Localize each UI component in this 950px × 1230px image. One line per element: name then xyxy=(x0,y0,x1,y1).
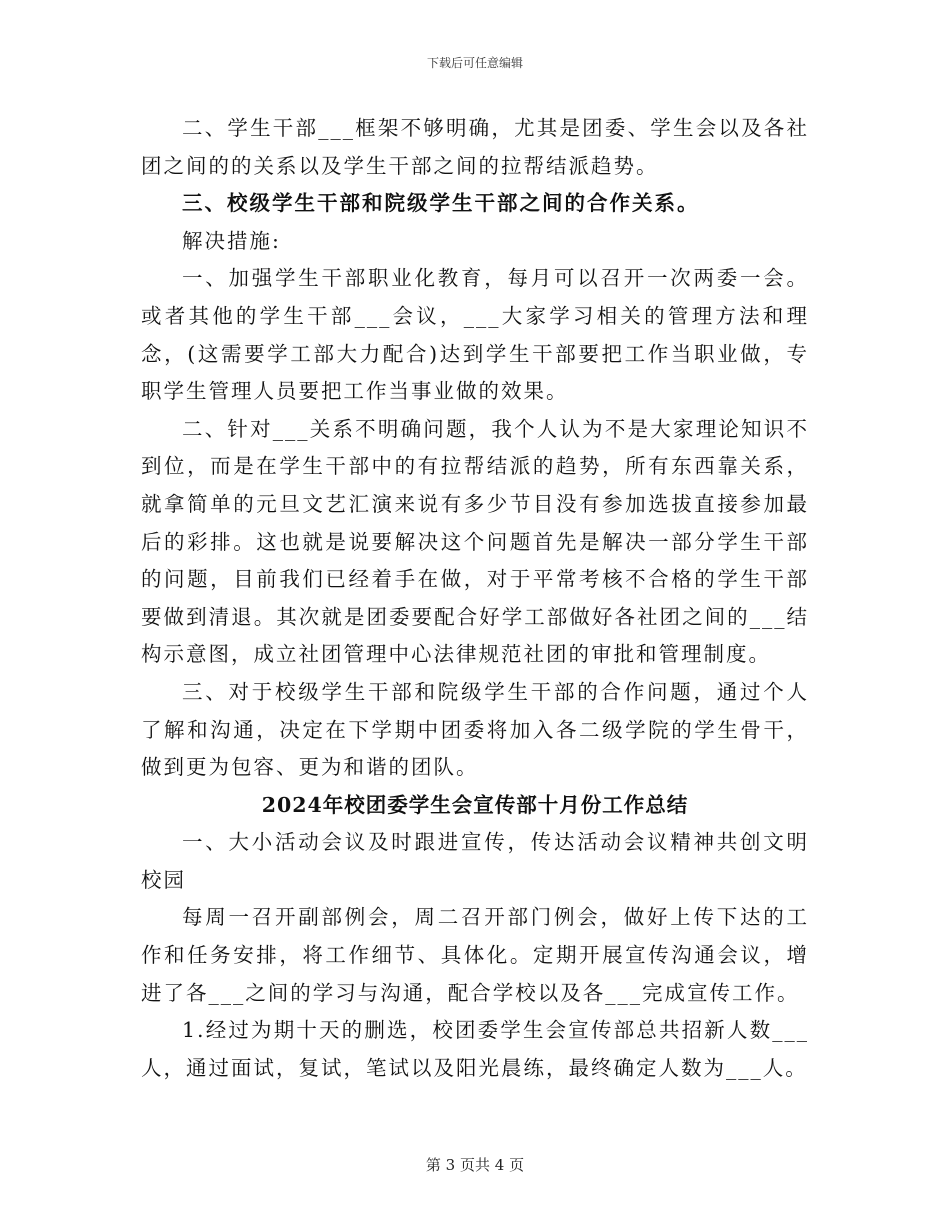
paragraph-solution-one: 一、加强学生干部职业化教育，每月可以召开一次两委一会。或者其他的学生干部___会议，___大家学习相关的管理方法和理念，(这需要学工部大力配合)达到学生干部要把工作当职业做，专职学生管理人员要把工作当事业做的效果。 xyxy=(141,266,809,404)
header-note: 下载后可任意编辑 xyxy=(426,56,523,70)
paragraph-section-two: 每周一召开副部例会，周二召开部门例会，做好上传下达的工作和任务安排，将工作细节、具体化。定期开展宣传沟通会议，增进了各___之间的学习与沟通，配合学校以及各___完成宣传工作。 xyxy=(141,905,809,1005)
page-footer: 第 3 页共 4 页 xyxy=(425,1156,525,1174)
document-body xyxy=(141,110,809,1087)
section-title: 2024年校团委学生会宣传部十月份工作总结 xyxy=(261,792,689,817)
paragraph-section-one: 一、大小活动会议及时跟进宣传，传达活动会议精神共创文明校园 xyxy=(141,830,809,892)
paragraph-solution-two: 二、针对___关系不明确问题，我个人认为不是大家理论知识不到位，而是在学生干部中的有拉帮结派的趋势，所有东西靠关系，就拿简单的元旦文艺汇演来说有多少节目没有参加选拔直接参加最后的彩排。这也就是说要解决这个问题首先是解决一部分学生干部的问题，目前我们已经着手在做，对于平常考核不合格的学生干部要做到清退。其次就是团委要配合好学工部做好各社团之间的___结构示意图，成立社团管理中心法律规范社团的审批和管理制度。 xyxy=(141,416,809,667)
heading-solutions: 解决措施: xyxy=(182,228,281,253)
paragraph-framework-issue: 二、学生干部___框架不够明确，尤其是团委、学生会以及各社团之间的的关系以及学生干部之间的拉帮结派趋势。 xyxy=(141,116,809,178)
paragraph-solution-three: 三、对于校级学生干部和院级学生干部的合作问题，通过个人了解和沟通，决定在下学期中团委将加入各二级学院的学生骨干，做到更为包容、更为和谐的团队。 xyxy=(141,679,809,780)
paragraph-section-three: 1.经过为期十天的删选，校团委学生会宣传部总共招新人数___人，通过面试，复试，笔试以及阳光晨练，最终确定人数为___人。 xyxy=(141,1018,809,1080)
heading-cooperation-issue: 三、校级学生干部和院级学生干部之间的合作关系。 xyxy=(182,191,700,216)
